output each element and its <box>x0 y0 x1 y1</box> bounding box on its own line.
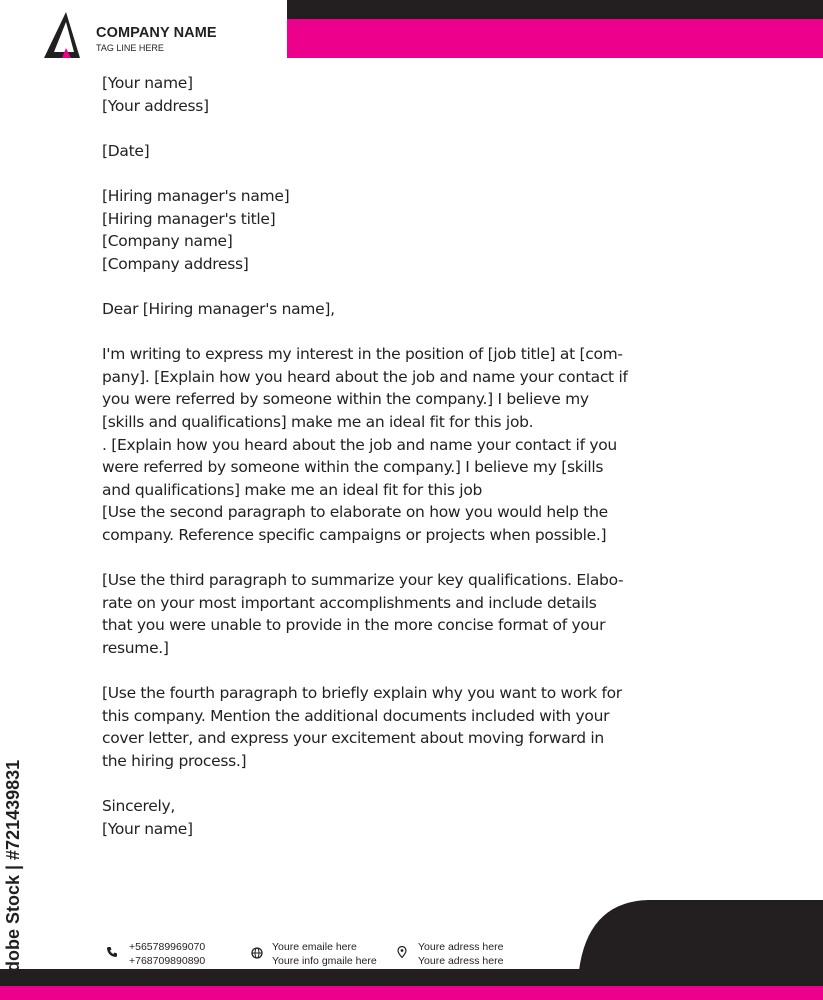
letter-line: [Date] <box>102 141 150 160</box>
letter-line: company. Reference specific campaigns or projects when possible.] <box>102 525 607 544</box>
letter-gap <box>102 772 742 795</box>
letter-gap <box>102 117 742 140</box>
letter-line: [skills and qualifications] make me an ideal fit for this job. <box>102 412 534 431</box>
company-block <box>96 25 217 53</box>
letter-line: Sincerely, <box>102 797 176 815</box>
letter-line: you were referred by someone within the company.] I believe my <box>102 390 589 409</box>
header-pink-bar <box>287 19 823 58</box>
footer-dark-bar <box>0 969 823 986</box>
letter-line: resume.] <box>102 638 169 657</box>
company-name: COMPANY NAME <box>96 25 217 41</box>
letter-line: this company. Mention the additional documents included with your <box>102 706 610 725</box>
letter-line: and qualifications] make me an ideal fit for this job <box>102 480 483 499</box>
letter-line: [Use the third paragraph to summarize your key qualifications. Elabo- <box>102 571 624 590</box>
footer-phone <box>129 941 205 968</box>
footer-pink-bar <box>0 986 823 1000</box>
letter-line: that you were unable to provide in the more concise format of your <box>102 616 606 635</box>
footer-address <box>418 941 503 968</box>
letter-line: pany]. [Explain how you heard about the job and name your contact if <box>102 367 628 386</box>
letter-line: Dear [Hiring manager's name], <box>102 299 335 318</box>
letter-line: I'm writing to express my interest in the position of [job title] at [com- <box>102 345 623 364</box>
letter-line: [Your name] <box>102 74 193 92</box>
letter-body <box>102 72 742 840</box>
footer-email <box>272 941 377 968</box>
stock-id-label: Adobe Stock | #721439831 <box>3 759 23 985</box>
letter-line: . [Explain how you heard about the job and name your contact if you <box>102 435 617 454</box>
location-pin-icon <box>396 946 408 958</box>
letter-line: [Use the second paragraph to elaborate on how you would help the <box>102 503 608 522</box>
letter-line: [Your name] <box>102 819 193 838</box>
phone-icon <box>106 946 118 958</box>
letter-line: [Hiring manager's title] <box>102 209 276 228</box>
letter-line: [Hiring manager's name] <box>102 186 290 205</box>
letter-line: [Your address] <box>102 96 209 115</box>
letter-line: [Company name] <box>102 232 233 251</box>
letter-gap <box>102 162 742 185</box>
letter-line: the hiring process.] <box>102 751 247 770</box>
letter-line: [Company address] <box>102 254 249 273</box>
letter-gap <box>102 275 742 298</box>
header-dark-bar <box>287 0 823 19</box>
footer-email-2: Youre info gmaile here <box>272 954 377 967</box>
letter-line: cover letter, and express your excitement about moving forward in <box>102 729 604 748</box>
footer-phone-1: +565789969070 <box>129 941 206 953</box>
letter-line: were referred by someone within the company.] I believe my [skills <box>102 458 604 477</box>
footer-address-2: Youre adress here <box>418 954 504 967</box>
footer-phone-2: +768709890890 <box>129 954 206 967</box>
globe-icon <box>251 947 263 959</box>
footer-email-1: Youre emaile here <box>272 941 357 953</box>
company-logo-icon <box>44 12 80 60</box>
letter-gap <box>102 321 742 344</box>
company-tagline: TAG LINE HERE <box>96 43 164 53</box>
letter-line: [Use the fourth paragraph to briefly explain why you want to work for <box>102 684 622 703</box>
letter-gap <box>102 659 742 682</box>
letter-gap <box>102 546 742 569</box>
letter-line: rate on your most important accomplishments and include details <box>102 593 597 612</box>
footer-address-1: Youre adress here <box>418 941 504 953</box>
footer-corner-shape <box>578 900 823 980</box>
